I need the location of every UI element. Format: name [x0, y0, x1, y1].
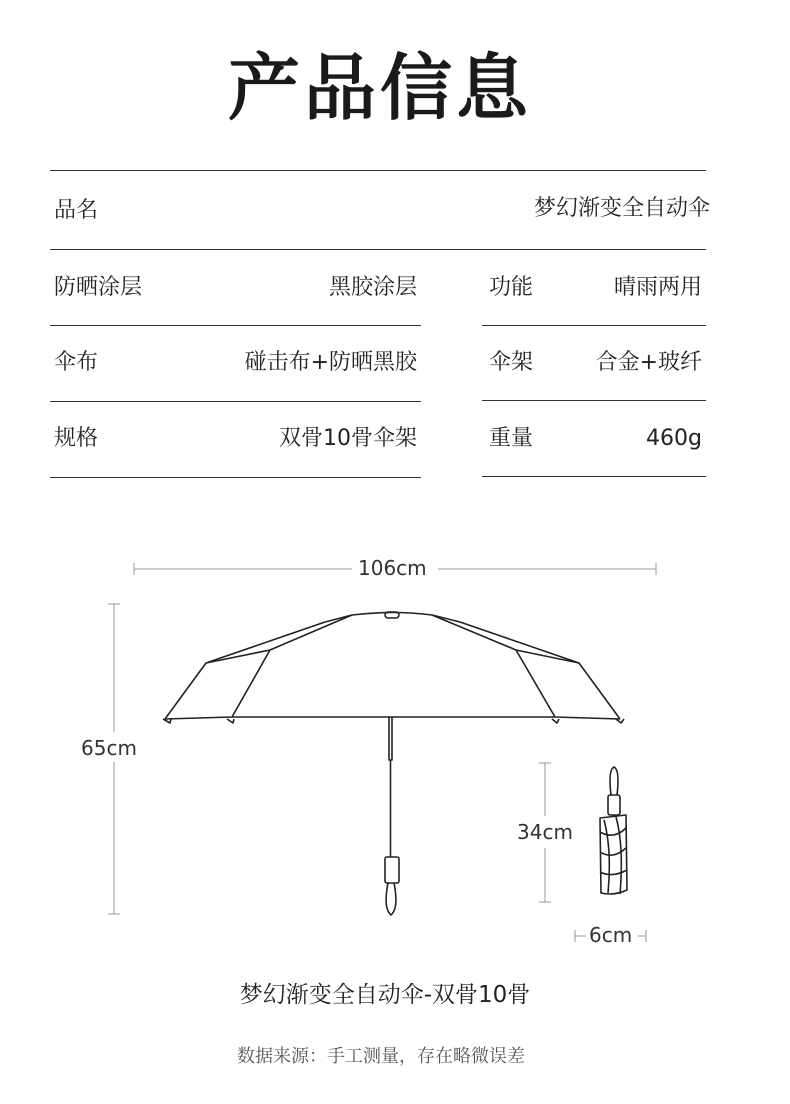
spec-value-fabric: 碰击布+防晒黑胶: [244, 350, 417, 375]
open-width-label: 106cm: [358, 556, 427, 580]
spec-label-weight: 重量: [489, 426, 534, 451]
spec-label-fabric: 伞布: [54, 350, 99, 375]
folded-width-label: 6cm: [589, 923, 633, 947]
spec-label-frame: 伞架: [489, 350, 534, 375]
open-umbrella-icon: [163, 612, 624, 915]
folded-umbrella-icon: [600, 767, 627, 894]
page-title: 产品信息: [227, 46, 532, 130]
folded-height-label: 34cm: [517, 820, 573, 844]
spec-value-weight: 460g: [646, 426, 702, 451]
spec-label-function: 功能: [489, 275, 534, 300]
product-caption: 梦幻渐变全自动伞-双骨10骨: [239, 982, 531, 1008]
measurement-note: 数据来源：手工测量，存在略微误差: [237, 1046, 525, 1067]
spec-value-coating: 黑胶涂层: [328, 275, 417, 300]
dimension-lines: [108, 563, 656, 942]
spec-value-spec: 双骨10骨伞架: [279, 426, 417, 451]
spec-value-function: 晴雨两用: [613, 275, 702, 300]
spec-label-spec: 规格: [54, 426, 99, 451]
product-name-value: 梦幻渐变全自动伞: [533, 196, 710, 221]
open-height-label: 65cm: [81, 736, 137, 760]
spec-value-frame: 合金+玻纤: [595, 350, 702, 375]
spec-label-coating: 防晒涂层: [54, 275, 143, 300]
product-name-label: 品名: [54, 198, 99, 223]
